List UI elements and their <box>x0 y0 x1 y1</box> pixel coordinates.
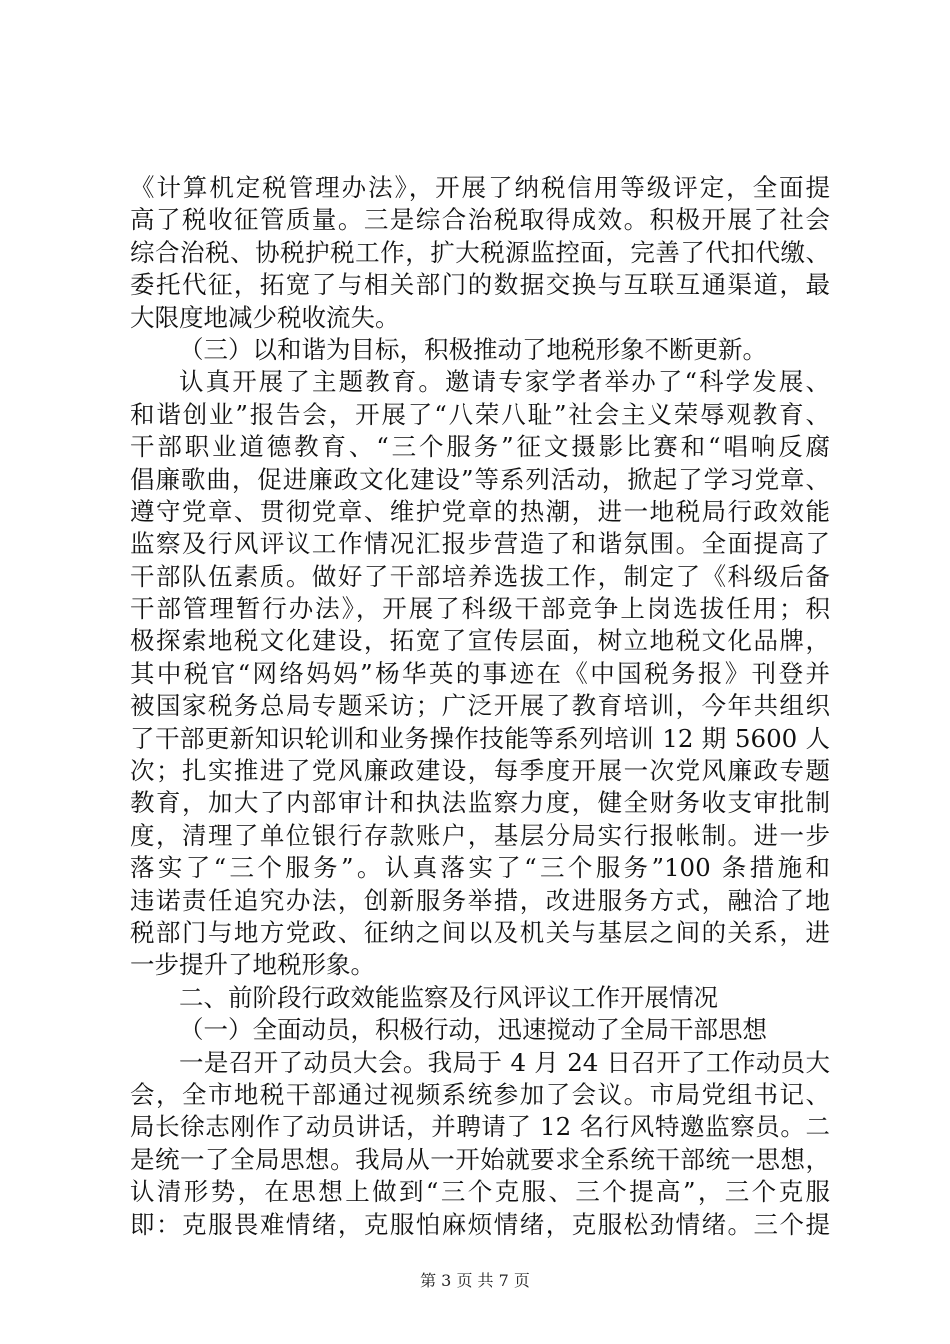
text-line: 度，清理了单位银行存款账户，基层分局实行报帐制。进一步 <box>130 820 830 850</box>
text-line: 《计算机定税管理办法》，开展了纳税信用等级评定，全面提 <box>130 173 830 202</box>
text-line: 税部门与地方党政、征纳之间以及机关与基层之间的关系，进 <box>130 917 830 947</box>
text-line: 落实了“三个服务”。认真落实了“三个服务”100 条措施和 <box>130 853 830 883</box>
text-line: 次；扎实推进了党风廉政建设，每季度开展一次党风廉政专题 <box>130 756 830 786</box>
text-line: 被国家税务总局专题采访；广泛开展了教育培训，今年共组织 <box>130 691 830 721</box>
text-line: 遵守党章、贯彻党章、维护党章的热潮，进一地税局行政效能 <box>130 496 830 526</box>
text-line: 认清形势，在思想上做到“三个克服、三个提高”，三个克服 <box>130 1177 830 1207</box>
text-line: （三）以和谐为目标，积极推动了地税形象不断更新。 <box>179 334 767 364</box>
text-line: 干部队伍素质。做好了干部培养选拔工作，制定了《科级后备 <box>130 561 830 591</box>
text-line: 一步提升了地税形象。 <box>130 950 375 980</box>
text-line: 违诺责任追究办法，创新服务举措，改进服务方式，融洽了地 <box>130 885 830 915</box>
text-line: 干部管理暂行办法》，开展了科级干部竞争上岗选拔任用；积 <box>130 594 830 624</box>
text-line: 局长徐志刚作了动员讲话，并聘请了 12 名行风特邀监察员。二 <box>130 1112 830 1142</box>
text-line: 大限度地减少税收流失。 <box>130 302 400 332</box>
text-line: 二、前阶段行政效能监察及行风评议工作开展情况 <box>179 982 718 1012</box>
text-line: 认真开展了主题教育。邀请专家学者举办了“科学发展、 <box>179 367 830 397</box>
text-line: 了干部更新知识轮训和业务操作技能等系列培训 12 期 5600 人 <box>130 723 830 753</box>
text-line: 和谐创业”报告会，开展了“八荣八耻”社会主义荣辱观教育、 <box>130 399 830 429</box>
text-line: 倡廉歌曲，促进廉政文化建设”等系列活动，掀起了学习党章、 <box>130 464 830 494</box>
text-line: 其中税官“网络妈妈”杨华英的事迹在《中国税务报》刊登并 <box>130 658 830 688</box>
text-line: 一是召开了动员大会。我局于 4 月 24 日召开了工作动员大 <box>179 1047 830 1077</box>
text-line: 高了税收征管质量。三是综合治税取得成效。积极开展了社会 <box>130 205 830 235</box>
text-line: 教育，加大了内部审计和执法监察力度，健全财务收支审批制 <box>130 788 830 818</box>
text-line: 综合治税、协税护税工作，扩大税源监控面，完善了代扣代缴、 <box>130 237 830 267</box>
page-number-label: 第 3 页 共 7 页 <box>420 1271 530 1290</box>
text-line: 即：克服畏难情绪，克服怕麻烦情绪，克服松劲情绪。三个提 <box>130 1209 830 1239</box>
text-line: （一）全面动员，积极行动，迅速搅动了全局干部思想 <box>179 1015 767 1045</box>
text-line: 是统一了全局思想。我局从一开始就要求全系统干部统一思想， <box>130 1144 830 1174</box>
text-line: 监察及行风评议工作情况汇报步营造了和谐氛围。全面提高了 <box>130 529 830 559</box>
text-line: 委托代征，拓宽了与相关部门的数据交换与互联互通渠道，最 <box>130 270 830 300</box>
text-line: 干部职业道德教育、“三个服务”征文摄影比赛和“唱响反腐 <box>130 432 830 462</box>
page-footer <box>0 1268 950 1291</box>
text-line: 极探索地税文化建设，拓宽了宣传层面，树立地税文化品牌， <box>130 626 830 656</box>
text-line: 会，全市地税干部通过视频系统参加了会议。市局党组书记、 <box>130 1079 830 1109</box>
document-body <box>130 172 830 1241</box>
